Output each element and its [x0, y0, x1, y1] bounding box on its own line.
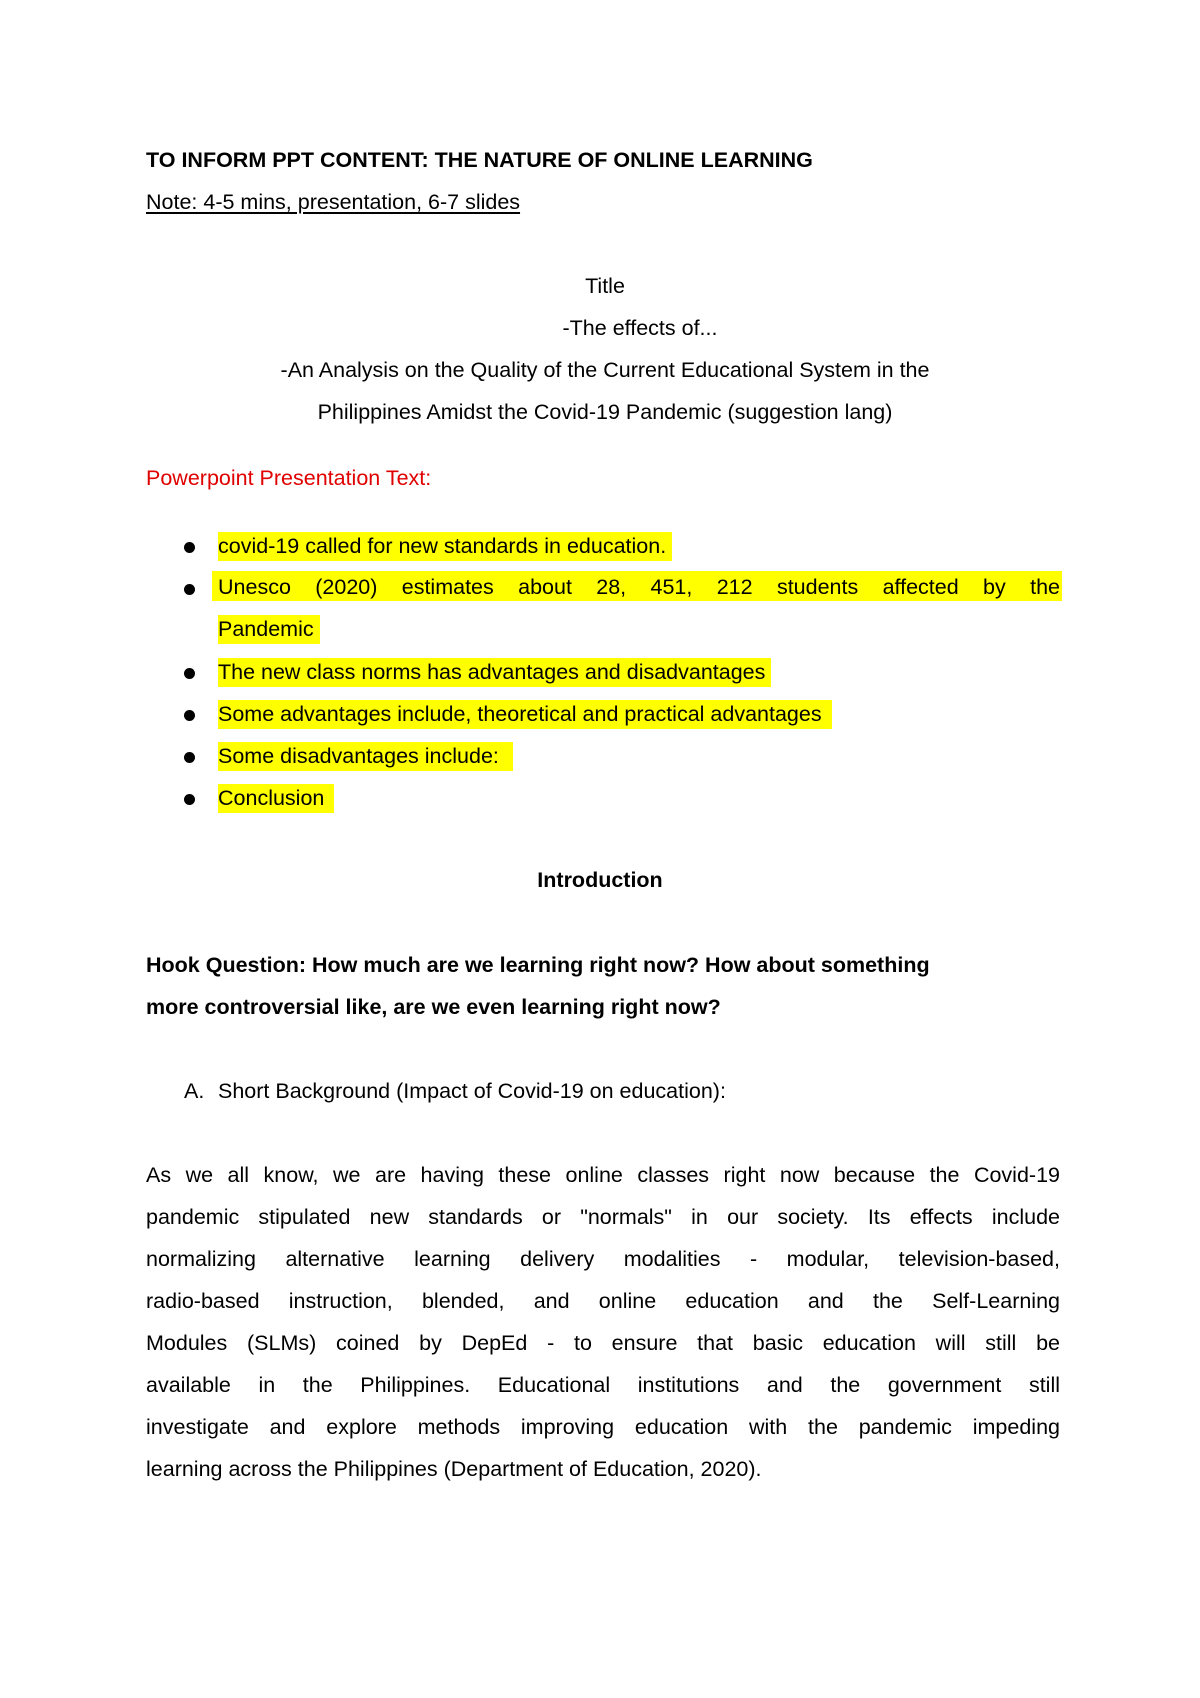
paragraph-line: investigate and explore methods improving education with the pandemic impeding: [146, 1417, 1060, 1439]
paragraph-line: pandemic stipulated new standards or "normals" in our society. Its effects include: [146, 1207, 1060, 1229]
paragraph-line: normalizing alternative learning delivery modalities - modular, television-based,: [146, 1249, 1060, 1271]
title-line-3: Philippines Amidst the Covid-19 Pandemic (suggestion lang): [317, 400, 893, 424]
bullet-dot: [184, 584, 195, 595]
bullet-dot: [184, 668, 195, 679]
bullet-item: The new class norms has advantages and disadvantages: [218, 662, 771, 684]
paragraph-line-last: learning across the Philippines (Department of Education, 2020).: [146, 1457, 762, 1481]
paragraph-line: radio-based instruction, blended, and online education and the Self-Learning: [146, 1291, 1060, 1313]
paragraph-line: As we all know, we are having these online classes right now because the Covid-19: [146, 1165, 1060, 1187]
ppt-text-label: Powerpoint Presentation Text:: [146, 466, 432, 490]
bullet-item: Some disadvantages include:: [218, 746, 513, 768]
document-heading: TO INFORM PPT CONTENT: THE NATURE OF ONLINE LEARNING: [146, 148, 813, 172]
bullet-dot: [184, 752, 195, 763]
section-a-marker: A.: [184, 1079, 205, 1103]
bullet-dot: [184, 542, 195, 553]
bullet-item: Some advantages include, theoretical and practical advantages: [218, 704, 832, 726]
bullet-item-continuation: Pandemic: [218, 619, 320, 641]
title-line-1: -The effects of...: [562, 316, 718, 340]
bullet-item: covid-19 called for new standards in education.: [218, 536, 672, 558]
hook-question-line-1: Hook Question: How much are we learning right now? How about something: [146, 953, 930, 977]
title-line-2: -An Analysis on the Quality of the Current Educational System in the: [280, 358, 930, 382]
bullet-dot: [184, 710, 195, 721]
title-label: Title: [585, 274, 625, 298]
section-a-title: Short Background (Impact of Covid-19 on education):: [218, 1079, 726, 1103]
bullet-item: Conclusion: [218, 788, 334, 810]
bullet-item: Unesco (2020) estimates about 28, 451, 212 students affected by the: [218, 577, 1060, 599]
introduction-heading: Introduction: [537, 868, 663, 892]
note-line: Note: 4-5 mins, presentation, 6-7 slides: [146, 190, 521, 214]
paragraph-line: available in the Philippines. Educational institutions and the government still: [146, 1375, 1060, 1397]
hook-question-line-2: more controversial like, are we even learning right now?: [146, 995, 721, 1019]
bullet-dot: [184, 794, 195, 805]
paragraph-line: Modules (SLMs) coined by DepEd - to ensure that basic education will still be: [146, 1333, 1060, 1355]
